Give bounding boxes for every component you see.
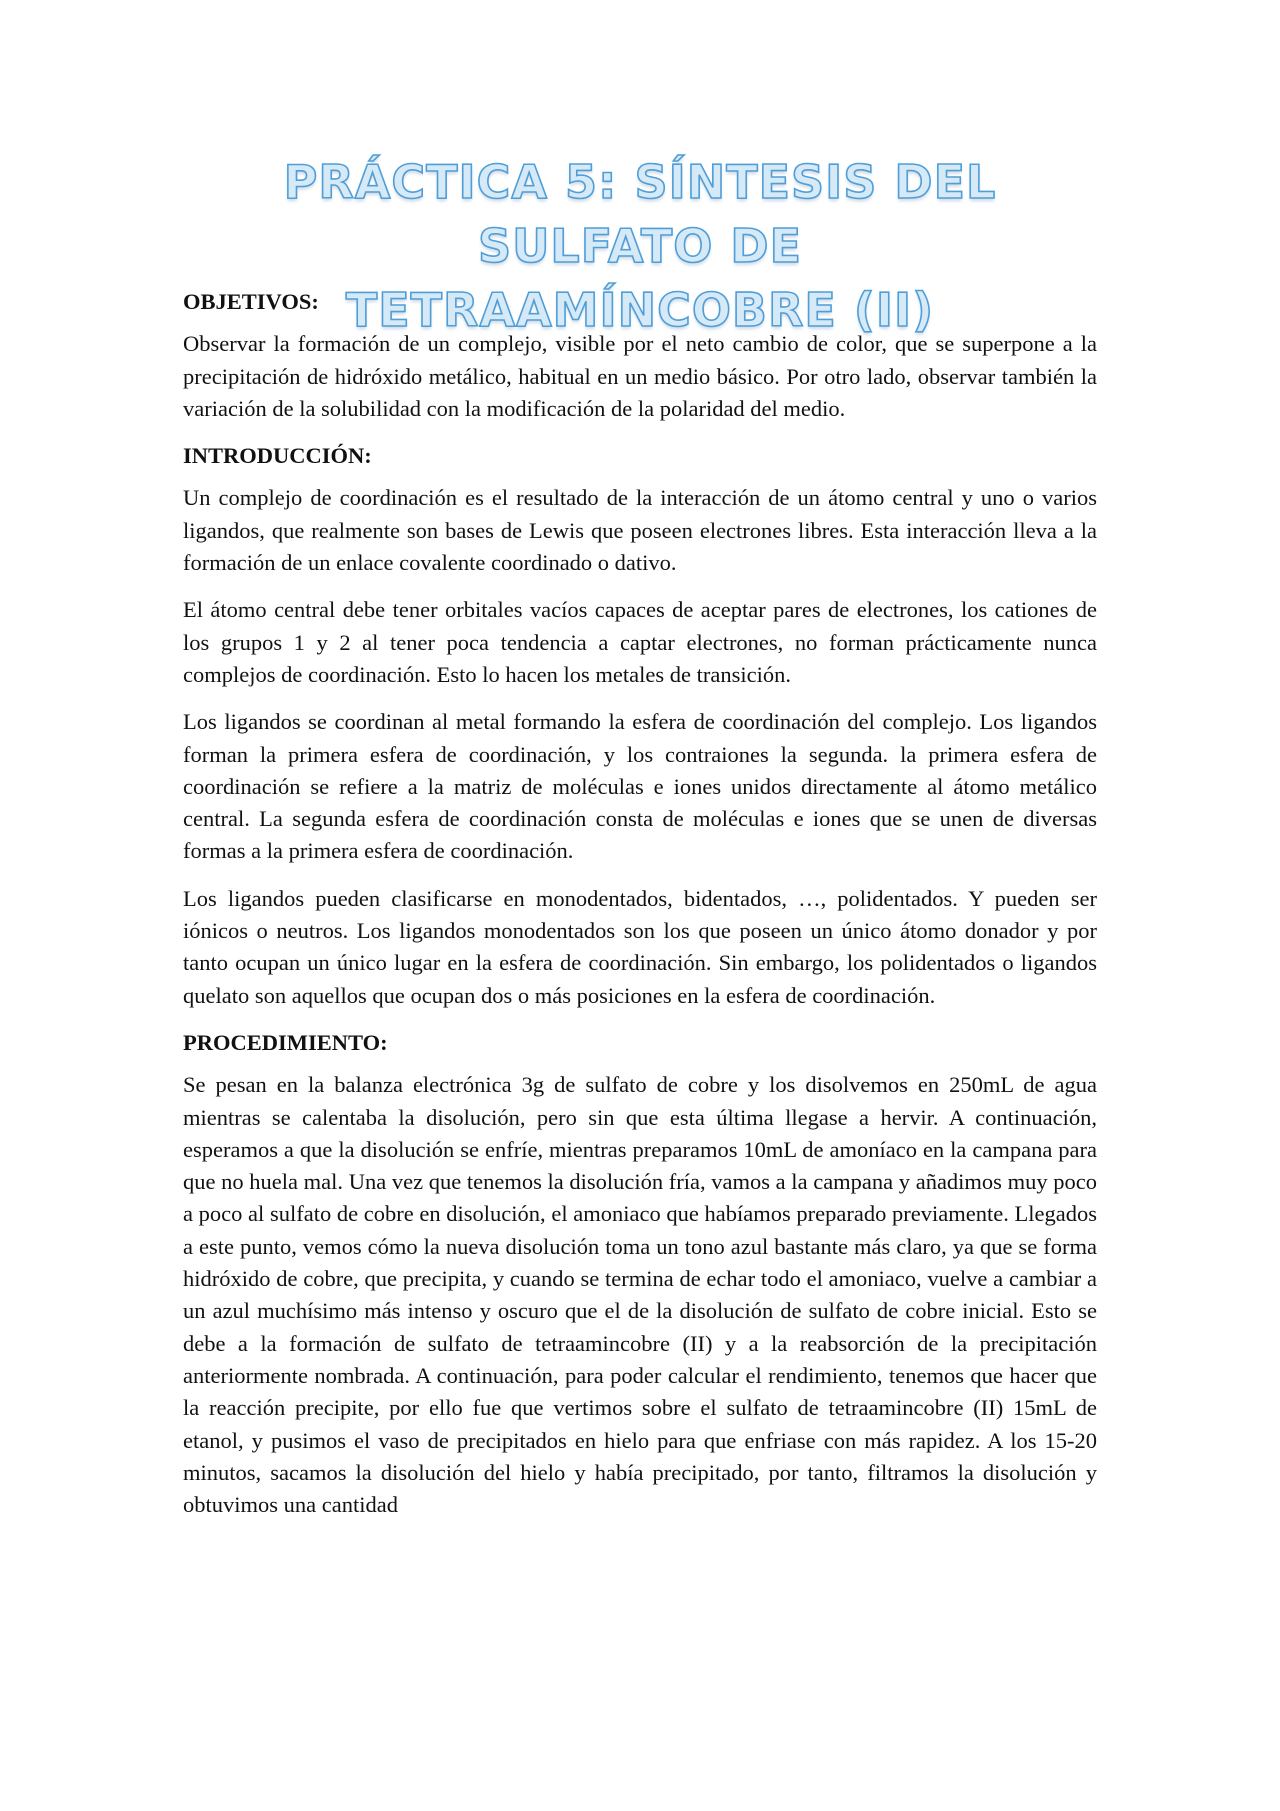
section-heading-introduccion: INTRODUCCIÓN: <box>183 443 372 469</box>
section-objetivos <box>183 286 1097 425</box>
paragraph: Los ligandos pueden clasificarse en monodentados, bidentados, …, polidentados. Y pueden ser iónicos o neutros. Los ligandos monodentados son los que poseen un único átomo donador y por tanto ocupan un único lugar en la esfera de coordinación. Sin embargo, los polidentados o ligandos quelato son aquellos que ocupan dos o más posiciones en la esfera de coordinación. <box>183 885 1097 1008</box>
paragraph: El átomo central debe tener orbitales vacíos capaces de aceptar pares de electrones, los cationes de los grupos 1 y 2 al tener poca tendencia a captar electrones, no forman prácticamente nunca complejos de coordinación. Esto lo hacen los metales de transición. <box>183 597 1097 687</box>
page-title-line-2: TETRAAMÍNCOBRE (II) <box>345 283 935 337</box>
section-heading-objetivos: OBJETIVOS: <box>183 289 319 314</box>
paragraph: Observar la formación de un complejo, visible por el neto cambio de color, que se superpone a la precipitación de hidróxido metálico, habitual en un medio básico. Por otro lado, observar también la variación de la solubilidad con la modificación de la polaridad del medio. <box>183 331 1097 421</box>
section-introduccion <box>183 440 1097 1012</box>
section-procedimiento <box>183 1027 1097 1521</box>
paragraph: Se pesan en la balanza electrónica 3g de sulfato de cobre y los disolvemos en 250mL de agua mientras se calentaba la disolución, pero sin que esta última llegase a hervir. A continuación, esperamos a que la disolución se enfríe, mientras preparamos 10mL de amoníaco en la campana para que no huela mal. Una vez que tenemos la disolución fría, vamos a la campana y añadimos muy poco a poco al sulfato de cobre en disolución, el amoniaco que habíamos preparado previamente. Llegados a este punto, vemos cómo la nueva disolución toma un tono azul bastante más claro, ya que se forma hidróxido de cobre, que precipita, y cuando se termina de echar todo el amoniaco, vuelve a cambiar a un azul muchísimo más intenso y oscuro que el de la disolución de sulfato de cobre inicial. Esto se debe a la formación de sulfato de tetraamincobre (II) y a la reabsorción de la precipitación anteriormente nombrada. A continuación, para poder calcular el rendimiento, tenemos que hacer que la reacción precipite, por ello fue que vertimos sobre el sulfato de tetraamincobre (II) 15mL de etanol, y pusimos el vaso de precipitados en hielo para que enfriase con más rapidez. A los 15-20 minutos, sacamos la disolución del hielo y había precipitado, por tanto, filtramos la disolución y obtuvimos una cantidad <box>183 1072 1097 1518</box>
section-heading-procedimiento: PROCEDIMIENTO: <box>183 1029 388 1055</box>
document-body <box>183 286 1097 1536</box>
paragraph: Los ligandos se coordinan al metal formando la esfera de coordinación del complejo. Los ligandos forman la primera esfera de coordinación, y los contraiones la segunda. la primera esfera de coordinación se refiere a la matriz de moléculas e iones unidos directamente al átomo metálico central. La segunda esfera de coordinación consta de moléculas e iones que se unen de diversas formas a la primera esfera de coordinación. <box>183 709 1097 864</box>
page-title-line-1: PRÁCTICA 5: SÍNTESIS DEL SULFATO DE <box>283 155 997 273</box>
paragraph: Un complejo de coordinación es el resultado de la interacción de un átomo central y uno o varios ligandos, que realmente son bases de Lewis que poseen electrones libres. Esta interacción lleva a la formación de un enlace covalente coordinado o dativo. <box>183 485 1097 576</box>
